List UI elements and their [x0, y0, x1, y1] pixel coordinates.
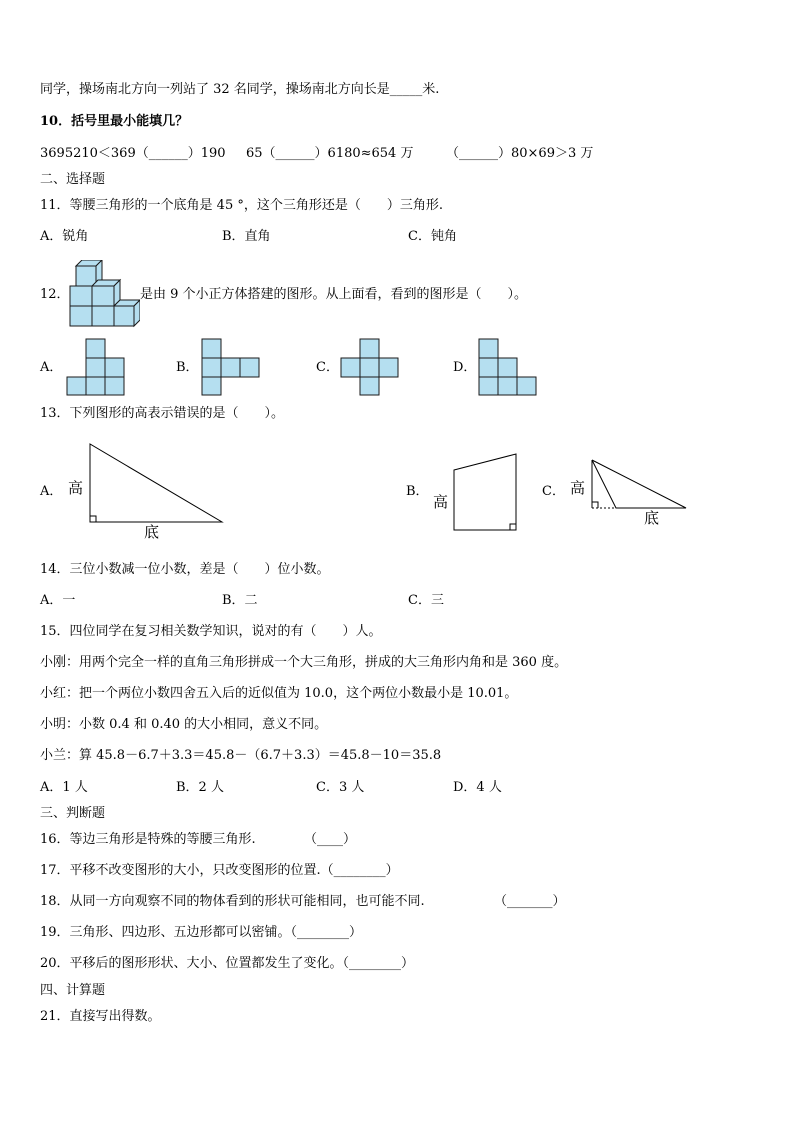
- q14-option-b: B．二: [222, 593, 258, 608]
- height-label: 高: [68, 479, 84, 497]
- q9-continuation: 同学，操场南北方向一列站了 32 名同学，操场南北方向长是_____米.: [40, 82, 440, 97]
- q17-stem: 17．平移不改变图形的大小，只改变图形的位置.（________）: [40, 863, 399, 878]
- q12-option-a-label: A．: [40, 360, 63, 375]
- q14-option-a: A．一: [40, 593, 76, 608]
- q15-statement-xiaolan: 小兰：算 45.8－6.7＋3.3＝45.8－（6.7＋3.3）＝45.8－10＝35.8: [40, 748, 442, 763]
- q13-option-a-triangle: [86, 442, 226, 526]
- q15-option-c: C．3 人: [316, 780, 365, 795]
- q15-stem: 15．四位同学在复习相关数学知识，说对的有（ ）人。: [40, 624, 382, 639]
- q19-stem: 19．三角形、四边形、五边形都可以密铺。（________）: [40, 925, 363, 940]
- q15-statement-xiaoming: 小明：小数 0.4 和 0.40 的大小相同，意义不同。: [40, 717, 328, 732]
- q12-number: 12．: [40, 287, 70, 302]
- q13-option-b-label: B．: [406, 484, 429, 499]
- q13-stem: 13．下列图形的高表示错误的是（ ）。: [40, 406, 285, 421]
- height-label: 高: [433, 493, 449, 511]
- section-judgement: 三、判断题: [40, 806, 106, 821]
- q13-option-c-label: C．: [542, 484, 565, 499]
- q15-option-d: D．4 人: [453, 780, 502, 795]
- q16-stem: 16．等边三角形是特殊的等腰三角形.: [40, 832, 256, 847]
- q12-option-b-label: B．: [176, 360, 199, 375]
- q11-option-b: B．直角: [222, 229, 271, 244]
- q11-stem: 11．等腰三角形的一个底角是 45 °，这个三角形还是（ ）三角形.: [40, 198, 443, 213]
- q12-option-d-view: [478, 338, 538, 396]
- q10-item-b: 65（______）6180≈654 万: [246, 146, 414, 161]
- q12-stem: 是由 9 个小正方体搭建的图形。从上面看，看到的图形是（ ）。: [140, 287, 528, 302]
- q12-option-b-view: [201, 338, 261, 396]
- cube-face: [76, 266, 96, 286]
- q12-option-c-view: [340, 338, 400, 396]
- q18-answer-blank[interactable]: （_______）: [494, 894, 566, 909]
- q20-stem: 20．平移后的图形形状、大小、位置都发生了变化。（________）: [40, 956, 415, 971]
- q11-option-a: A．锐角: [40, 229, 89, 244]
- base-label: 底: [144, 523, 160, 541]
- q15-option-b: B．2 人: [176, 780, 224, 795]
- q15-statement-xiaohong: 小红：把一个两位小数四舍五入后的近似值为 10.0，这个两位小数最小是 10.01。: [40, 686, 518, 701]
- height-label: 高: [570, 479, 586, 497]
- q10-item-c: （______）80×69＞3 万: [446, 146, 594, 161]
- q12-option-d-label: D．: [453, 360, 477, 375]
- q13-option-c-triangle: [586, 456, 690, 514]
- q14-option-c: C．三: [408, 593, 444, 608]
- section-choice: 二、选择题: [40, 172, 106, 187]
- q16-answer-blank[interactable]: （____）: [304, 832, 357, 847]
- q10-stem: 10．括号里最小能填几？: [40, 114, 189, 129]
- q12-option-c-label: C．: [316, 360, 339, 375]
- q18-stem: 18．从同一方向观察不同的物体看到的形状可能相同，也可能不同.: [40, 894, 425, 909]
- q15-option-a: A．1 人: [40, 780, 88, 795]
- section-calculation: 四、计算题: [40, 983, 106, 998]
- q11-option-c: C．钝角: [408, 229, 457, 244]
- q12-option-a-view: [66, 338, 126, 396]
- base-label: 底: [644, 509, 660, 527]
- q13-option-a-label: A．: [40, 484, 63, 499]
- q15-statement-xiaogang: 小刚：用两个完全一样的直角三角形拼成一个大三角形，拼成的大三角形内角和是 360 度。: [40, 655, 568, 670]
- q21-stem: 21．直接写出得数。: [40, 1009, 161, 1024]
- q10-item-a: 3695210＜369（______）190: [40, 146, 226, 161]
- q13-option-b-trapezoid: [450, 450, 520, 534]
- cube-stack-figure: [68, 260, 140, 328]
- q14-stem: 14．三位小数减一位小数，差是（ ）位小数。: [40, 562, 330, 577]
